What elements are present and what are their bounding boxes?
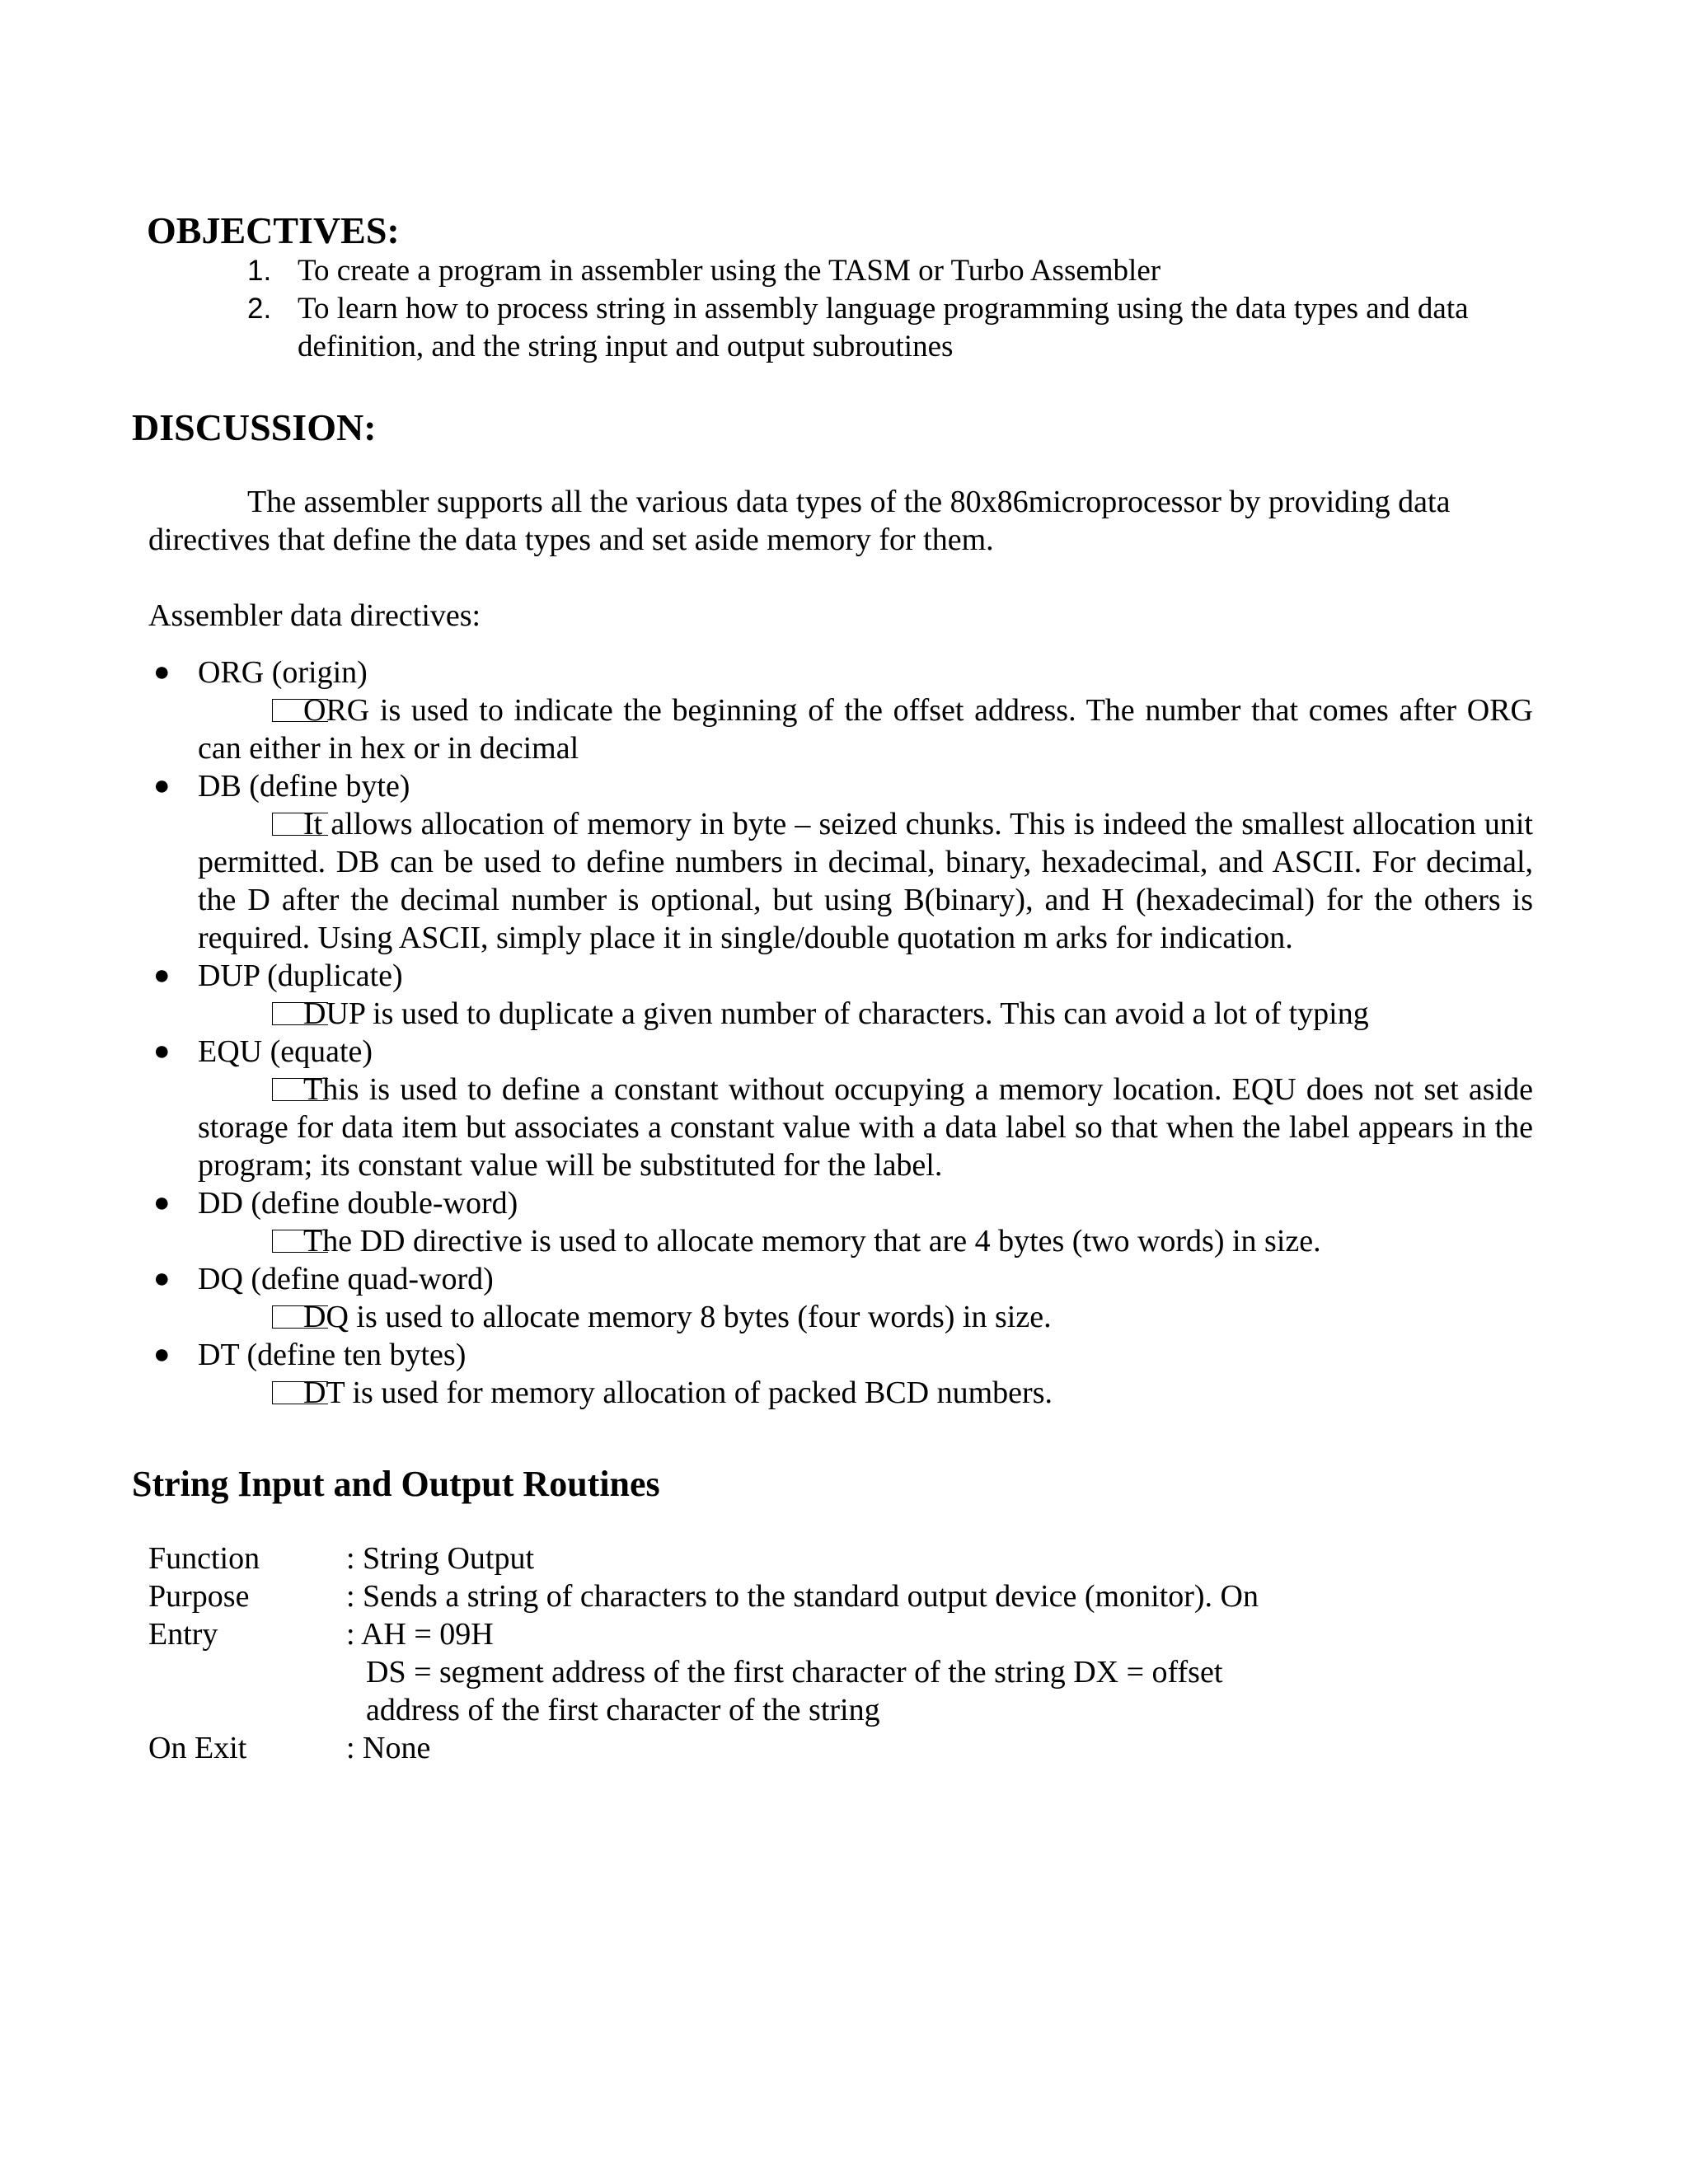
directive-name: ORG (origin)	[198, 655, 368, 690]
bullet-icon: ●	[153, 657, 171, 687]
bullet-icon: ●	[153, 1036, 171, 1066]
directive-desc: DUP is used to duplicate a given number of characters. This can avoid a lot of typing	[303, 996, 1369, 1031]
directive-item-dt	[148, 1336, 1533, 1412]
discussion-intro: The assembler supports all the various data types of the 80x86microprocessor by providing data directives that define the data types and set aside memory for them.	[148, 485, 1451, 557]
directive-desc-block	[198, 805, 1533, 957]
objectives-list	[247, 252, 1517, 366]
bullet-icon: ●	[153, 771, 171, 801]
directive-item-dup	[148, 957, 1533, 1033]
discussion-heading: DISCUSSION:	[132, 406, 377, 448]
directive-desc: ORG is used to indicate the beginning of the offset address. The number that comes after ORG can either in hex or in decimal	[198, 693, 1533, 766]
objective-item	[247, 252, 1517, 290]
directive-item-org	[148, 654, 1533, 767]
directive-name: DB (define byte)	[198, 769, 410, 804]
routine-value: : AH = 09H	[346, 1617, 494, 1652]
directives-label: Assembler data directives:	[148, 598, 481, 633]
routine-label: On Exit	[148, 1731, 247, 1765]
directive-name: EQU (equate)	[198, 1034, 373, 1069]
directive-name: DT (define ten bytes)	[198, 1338, 467, 1372]
objective-text: To learn how to process string in assembly language programming using the data types and data definition, and the string input and output subroutines	[298, 292, 1469, 363]
directive-desc-block	[198, 1374, 1533, 1412]
routine-label: Entry	[148, 1617, 218, 1652]
routine-row-entry	[148, 1615, 1302, 1729]
directive-desc-block	[198, 1298, 1533, 1336]
bullet-icon: ●	[153, 960, 171, 991]
directive-name: DD (define double-word)	[198, 1186, 518, 1221]
objective-item	[247, 290, 1517, 366]
bullet-icon: ●	[153, 1263, 171, 1294]
directive-item-dq	[148, 1260, 1533, 1336]
routine-row-function	[148, 1540, 1302, 1577]
directive-item-dd	[148, 1184, 1533, 1260]
directive-name: DQ (define quad-word)	[198, 1262, 494, 1296]
directive-item-db	[148, 767, 1533, 957]
bullet-icon: ●	[153, 1188, 171, 1218]
directive-name: DUP (duplicate)	[198, 958, 403, 993]
objectives-heading: OBJECTIVES:	[147, 209, 400, 251]
directives-list	[148, 654, 1533, 1412]
directive-desc: This is used to define a constant without occupying a memory location. EQU does not set aside storage for data item but associates a constant value with a data label so that when the label appears in the program; its constant value will be substituted for the label.	[198, 1072, 1533, 1183]
routine-row-purpose	[148, 1577, 1302, 1615]
directive-desc: The DD directive is used to allocate memory that are 4 bytes (two words) in size.	[303, 1224, 1321, 1258]
routine-value: : None	[346, 1731, 431, 1765]
bullet-icon: ●	[153, 1339, 171, 1370]
string-routines-heading: String Input and Output Routines	[132, 1464, 660, 1504]
directive-desc-block	[198, 995, 1533, 1033]
string-routine-table	[148, 1540, 1302, 1767]
directive-desc-block	[198, 1071, 1533, 1184]
routine-value: : String Output	[346, 1541, 535, 1576]
routine-row-on-exit	[148, 1729, 1302, 1767]
directive-desc: It allows allocation of memory in byte – seized chunks. This is indeed the smallest allocation unit permitted. DB can be used to define numbers in decimal, binary, hexadecimal, and ASCII. For decimal, the D after the decimal number is optional, but using B(binary), and H (hexadecimal) for the others is required. Using ASCII, simply place it in single/double quotation m arks for indication.	[198, 807, 1533, 955]
directive-desc: DT is used for memory allocation of packed BCD numbers.	[303, 1376, 1053, 1410]
objective-text: To create a program in assembler using the TASM or Turbo Assembler	[298, 254, 1161, 288]
directive-item-equ	[148, 1033, 1533, 1184]
routine-value-continued: DS = segment address of the first character of the string DX = offset address of the first character of the string	[366, 1655, 1223, 1727]
routine-label: Function	[148, 1541, 260, 1576]
objective-number: 2.	[247, 293, 272, 325]
objective-number: 1.	[247, 255, 272, 287]
directive-desc: DQ is used to allocate memory 8 bytes (four words) in size.	[303, 1300, 1052, 1334]
routine-label: Purpose	[148, 1579, 250, 1614]
directive-desc-block	[198, 1222, 1533, 1260]
routine-value: : Sends a string of characters to the standard output device (monitor). On	[346, 1579, 1259, 1614]
directive-desc-block	[198, 691, 1533, 767]
